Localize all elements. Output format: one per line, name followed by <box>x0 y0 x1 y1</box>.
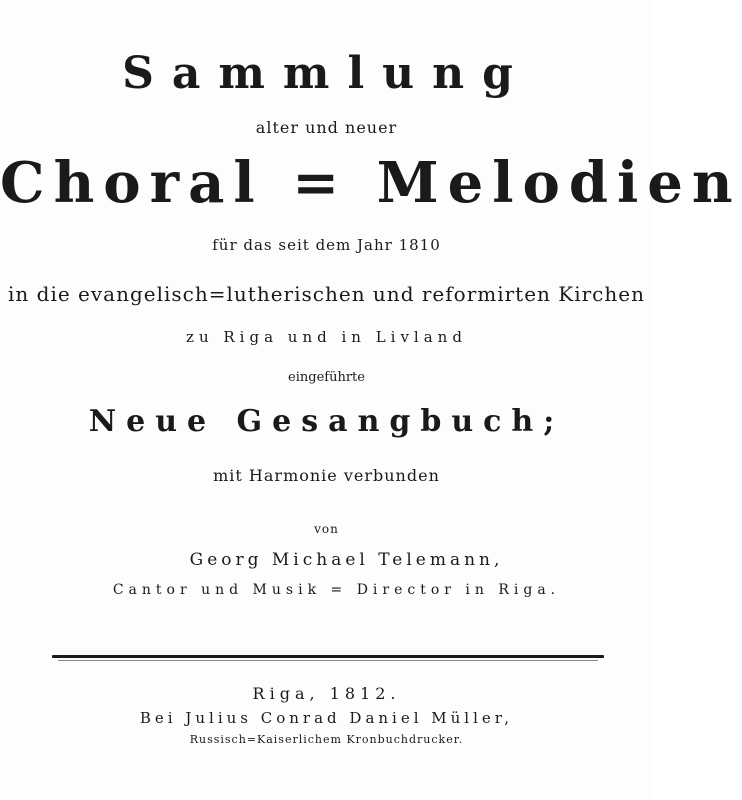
line-introduced: eingeführte <box>288 370 365 385</box>
line-harmony: mit Harmonie verbunden <box>213 466 440 485</box>
imprint-place-year: Riga, 1812. <box>252 684 401 703</box>
line-places: zu Riga und in Livland <box>186 328 467 346</box>
line-churches: in die evangelisch=lutherischen und reformirten Kirchen <box>8 282 645 306</box>
title-choral-melodien: Choral = Melodien <box>0 150 742 216</box>
imprint-printer-title: Russisch=Kaiserlichem Kronbuchdrucker. <box>189 733 464 746</box>
author-name: Georg Michael Telemann, <box>189 550 504 570</box>
separator-rule-thin <box>58 660 598 661</box>
subtitle-alter-und-neuer: alter und neuer <box>255 118 398 137</box>
separator-rule <box>52 655 604 658</box>
imprint-publisher: Bei Julius Conrad Daniel Müller, <box>139 709 514 727</box>
line-year: für das seit dem Jahr 1810 <box>212 236 441 254</box>
line-von: von <box>314 522 339 536</box>
title-neue-gesangbuch: Neue Gesangbuch; <box>88 404 565 439</box>
author-title: Cantor und Musik = Director in Riga. <box>112 582 561 598</box>
title-sammlung: Sammlung <box>122 48 531 99</box>
